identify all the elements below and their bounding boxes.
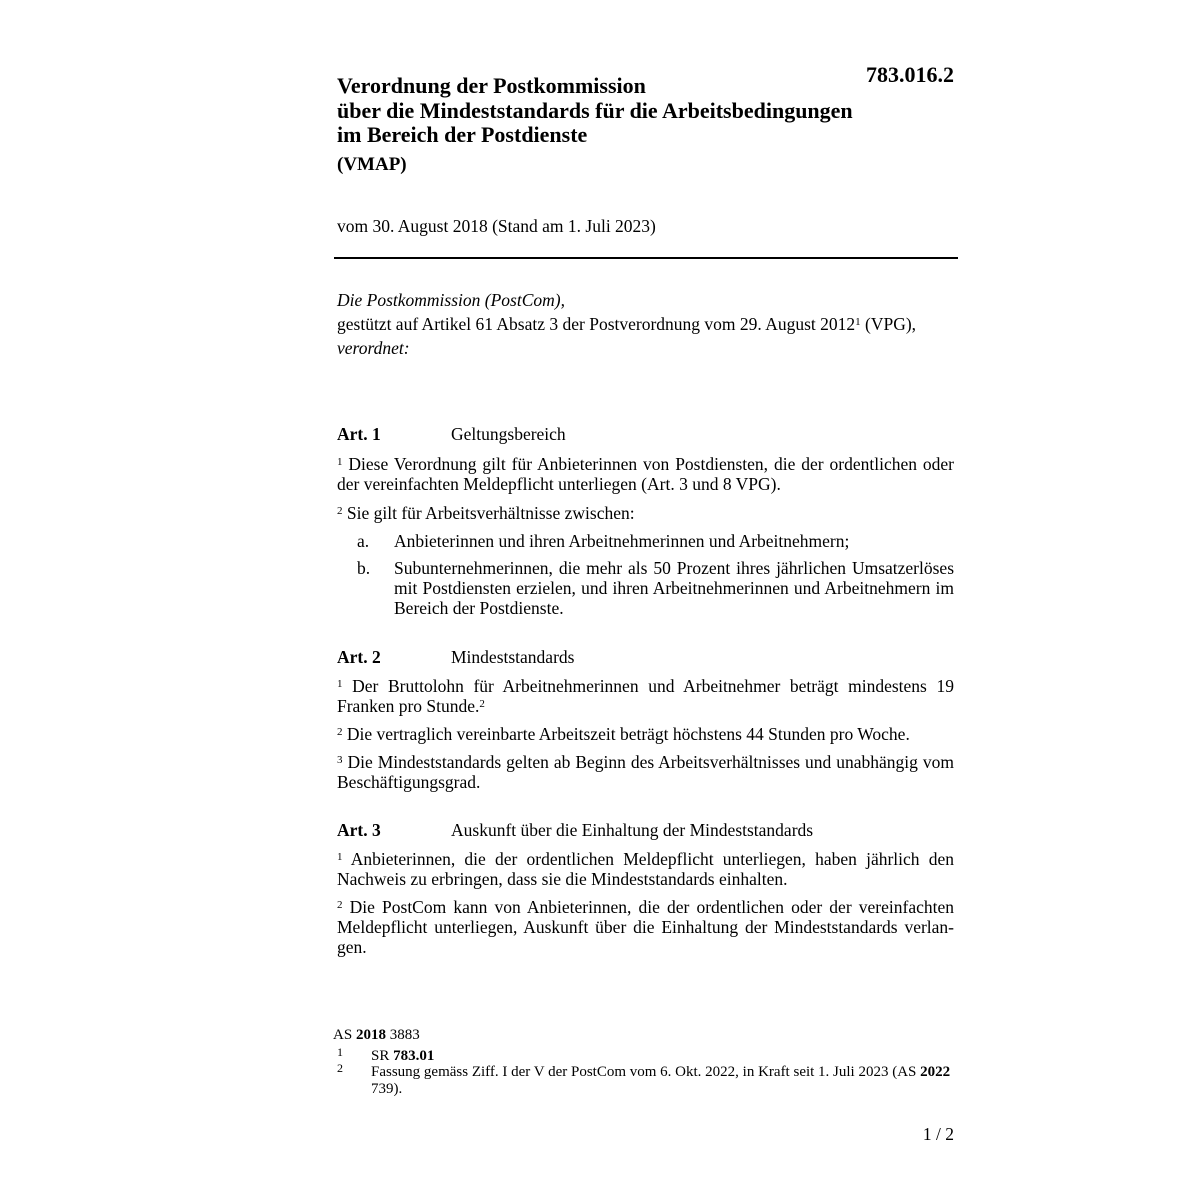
page-number: 1 / 2 — [922, 1124, 954, 1144]
preamble-basis-suffix: (VPG), — [860, 314, 917, 334]
paragraph-number: 2 — [337, 899, 343, 911]
article-1-number: Art. 1 — [337, 424, 381, 444]
preamble — [337, 288, 954, 360]
preamble-authority: Die Postkommission (PostCom), — [337, 290, 565, 310]
item-letter: b. — [357, 558, 371, 578]
article-1-heading — [337, 424, 566, 445]
footnote-number: 2 — [337, 1061, 343, 1075]
paragraph-number: 3 — [337, 754, 343, 766]
paragraph-number: 1 — [337, 851, 343, 863]
article-1-item-b — [337, 558, 954, 620]
article-2-paragraph-3 — [337, 752, 954, 792]
footnote-ref-2[interactable]: 2 — [479, 698, 485, 710]
footnote-number: 1 — [337, 1045, 343, 1059]
item-text: Anbieterinnen und ihren Arbeitnehmerinnen und Arbeitnehmern; — [394, 531, 850, 551]
footnote-prefix: SR — [371, 1048, 394, 1064]
footnote-1 — [337, 1045, 957, 1065]
article-1-paragraph-1 — [337, 454, 954, 494]
article-1-title: Geltungsbereich — [451, 424, 566, 444]
article-3-heading — [337, 820, 813, 841]
article-3-title: Auskunft über die Einhaltung der Mindeststandards — [451, 820, 814, 840]
footnote-text — [371, 1048, 957, 1065]
footnote-bold: 2022 — [920, 1064, 951, 1080]
preamble-enacts: verordnet: — [337, 338, 410, 358]
article-2-heading — [337, 647, 574, 668]
article-2-title: Mindeststandards — [451, 647, 575, 667]
paragraph-text: Sie gilt für Arbeitsverhältnisse zwischen: — [342, 503, 635, 523]
title-line-3: im Bereich der Postdienste — [337, 122, 588, 147]
as-page: 3883 — [385, 1027, 420, 1043]
footnote-bold: 783.01 — [393, 1048, 435, 1064]
article-2-paragraph-2 — [337, 724, 954, 744]
footnote-prefix: Fassung gemäss Ziff. I der V der PostCom vom 6. Okt. 2022, in Kraft seit 1. Juli 2023 (AS — [371, 1064, 921, 1080]
paragraph-text: Der Bruttolohn für Arbeitnehmerinnen und Arbeitnehmer beträgt mindestens 19 Franken pro Stunde. — [337, 676, 954, 716]
sr-number: 783.016.2 — [866, 62, 954, 87]
document-title — [337, 74, 937, 148]
preamble-basis-text: gestützt auf Artikel 61 Absatz 3 der Postverordnung vom 29. August 2012 — [337, 314, 856, 334]
title-line-1: Verordnung der Postkommission — [337, 73, 646, 98]
as-prefix: AS — [333, 1027, 356, 1043]
paragraph-number: 1 — [337, 456, 343, 468]
article-1-item-a — [337, 531, 954, 551]
official-compilation-reference — [333, 1027, 420, 1044]
title-line-2: über die Mindeststandards für die Arbeitsbedingungen — [337, 97, 853, 123]
article-3-paragraph-2 — [337, 897, 954, 957]
paragraph-text: Anbieterinnen, die der ordentlichen Meldepflicht unterliegen, haben jährlich den Nachweis zu erbringen, dass sie die Mindeststandards einhalten. — [337, 849, 954, 889]
item-letter: a. — [357, 531, 370, 551]
preamble-basis — [337, 312, 954, 336]
footnote-2 — [337, 1061, 957, 1098]
paragraph-number: 1 — [337, 678, 343, 690]
paragraph-number: 2 — [337, 726, 343, 738]
as-year: 2018 — [355, 1027, 386, 1043]
paragraph-text: Die vertraglich vereinbarte Arbeitszeit beträgt höchstens 44 Stunden pro Woche. — [342, 724, 910, 744]
paragraph-text: Die PostCom kann von Anbieterinnen, die der ordentlichen oder der vereinfachten Meldepflicht unterliegen, Auskunft über die Einhaltung der Mindeststandards verlan-gen. — [337, 897, 954, 957]
document-abbreviation: (VMAP) — [337, 154, 407, 175]
footnote-ref-1[interactable]: 1 — [855, 316, 861, 328]
paragraph-number: 2 — [337, 505, 343, 517]
article-3-paragraph-1 — [337, 849, 954, 889]
item-text: Subunternehmerinnen, die mehr als 50 Prozent ihres jährlichen Umsatzerlöses mit Postdiensten erzielen, und ihren Arbeitnehmerinnen und Arbeitnehmern im Bereich der Postdienste. — [394, 558, 954, 618]
paragraph-text: Diese Verordnung gilt für Anbieterinnen von Postdiensten, die der ordentlichen oder der vereinfachten Meldepflicht unterliegen (Art. 3 und 8 VPG). — [337, 454, 954, 494]
footnote-rest: 739). — [371, 1080, 403, 1097]
paragraph-text: Die Mindeststandards gelten ab Beginn des Arbeitsverhältnisses und unabhängig vom Beschäftigungsgrad. — [337, 752, 954, 792]
document-date: vom 30. August 2018 (Stand am 1. Juli 2023) — [337, 216, 656, 236]
footnote-text — [371, 1064, 957, 1097]
article-1-paragraph-2 — [337, 503, 954, 523]
header-divider — [334, 257, 958, 259]
article-2-paragraph-1 — [337, 676, 954, 716]
article-3-number: Art. 3 — [337, 820, 381, 840]
article-2-number: Art. 2 — [337, 647, 381, 667]
